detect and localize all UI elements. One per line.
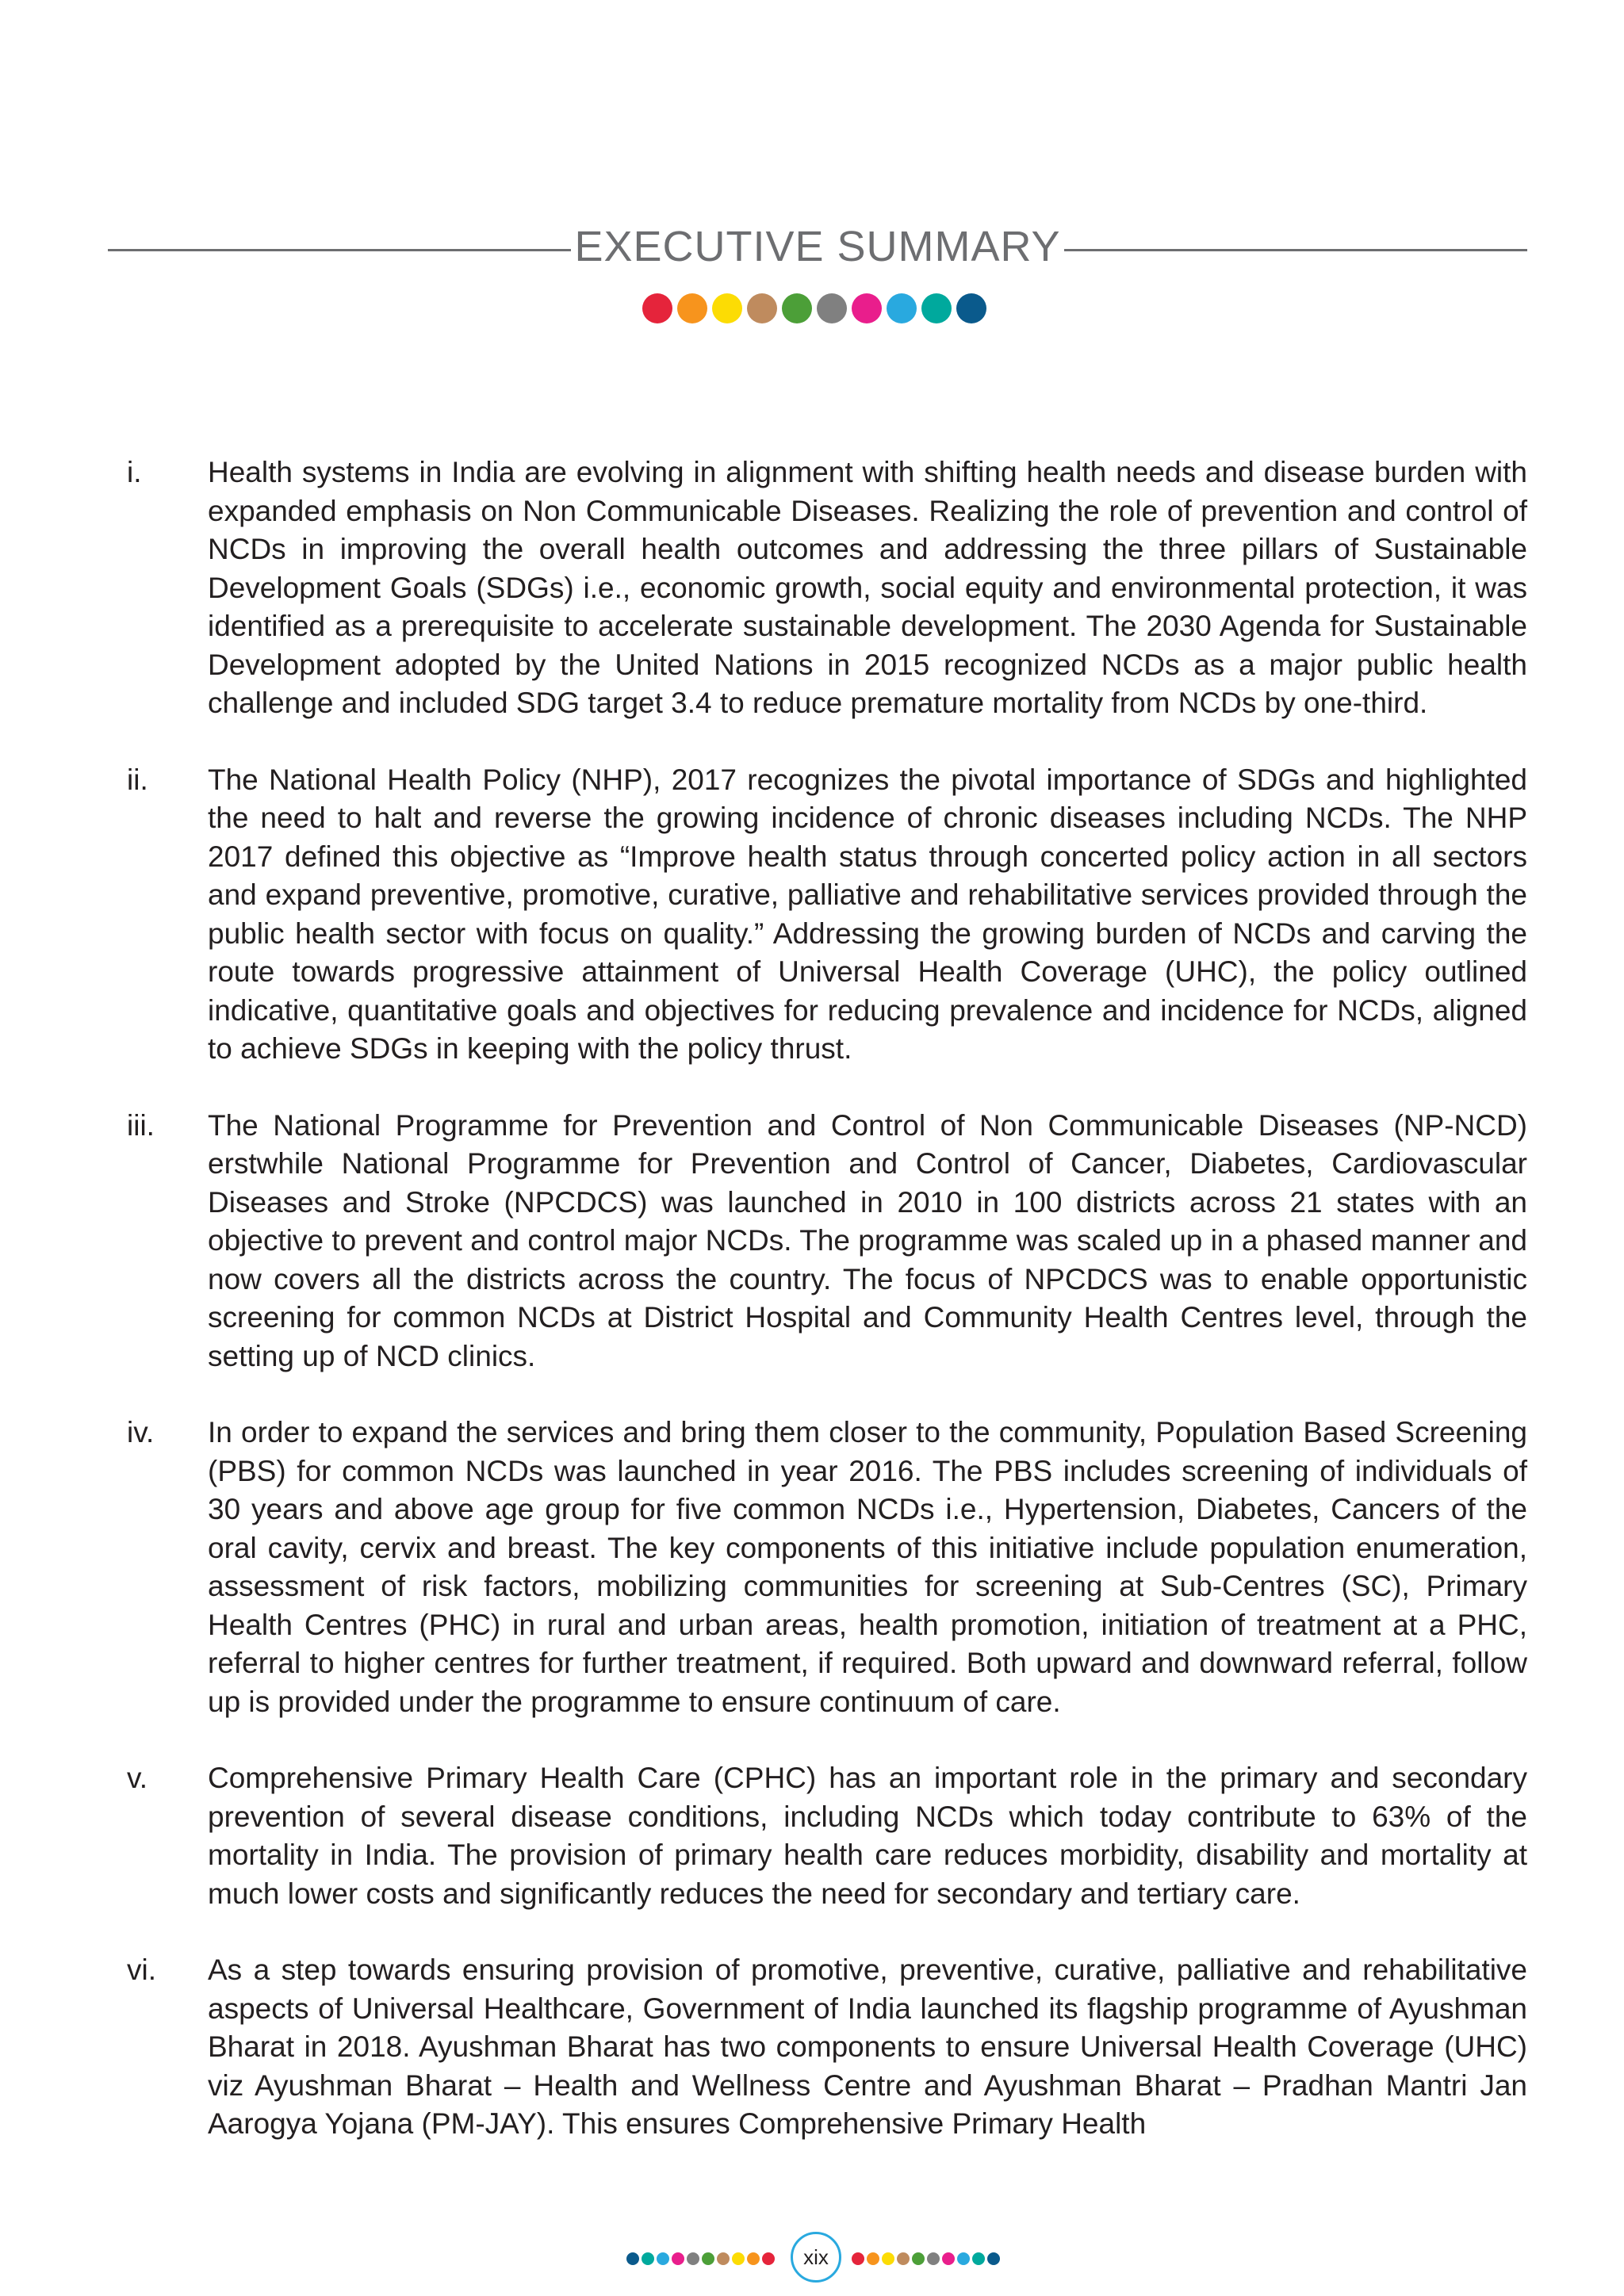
color-dot: [972, 2252, 985, 2265]
color-dot: [852, 2252, 864, 2265]
color-dot: [852, 293, 882, 323]
list-item-number: ii.: [127, 763, 148, 796]
color-dot: [702, 2252, 714, 2265]
color-dot: [942, 2252, 955, 2265]
color-dot: [712, 293, 742, 323]
color-dot: [927, 2252, 940, 2265]
color-dot: [782, 293, 812, 323]
footer-dots-left: [626, 2252, 775, 2265]
color-dot: [672, 2252, 684, 2265]
list-item-text: In order to expand the services and bring them closer to the community, Population Based Screening (PBS) for common NCDs was launched in year 2016. The PBS includes screening of individuals of 30 years and above age group for five common NCDs i.e., Hypertension, Diabetes, Cancers of the oral cavity, cervix and breast. The key components of this initiative include population enumeration, assessment of risk factors, mobilizing communities for screening at Sub-Centres (SC), Primary Health Centres (PHC) in rural and urban areas, health promotion, initiation of treatment at a PHC, referral to higher centres for further treatment, if required. Both upward and downward referral, follow up is provided under the programme to ensure continuum of care.: [208, 1416, 1527, 1718]
page-title: EXECUTIVE SUMMARY: [574, 223, 1061, 270]
color-dot: [956, 293, 986, 323]
list-item: [127, 761, 1527, 1069]
list-item-number: i.: [127, 456, 142, 488]
color-dot: [642, 293, 672, 323]
list-item: [127, 453, 1527, 723]
color-dot: [887, 293, 917, 323]
list-item-text: Comprehensive Primary Health Care (CPHC) has an important role in the primary and secondary prevention of several disease conditions, including NCDs which today contribute to 63% of the mortality in India. The provision of primary health care reduces morbidity, disability and mortality at much lower costs and significantly reduces the need for secondary and tertiary care.: [208, 1762, 1527, 1910]
color-dot: [882, 2252, 894, 2265]
color-dot: [747, 293, 777, 323]
list-item-text: The National Health Policy (NHP), 2017 recognizes the pivotal importance of SDGs and highlighted the need to halt and reverse the growing incidence of chronic diseases including NCDs. The NHP 2017 defined this objective as “Improve health status through concerted policy action in all sectors and expand preventive, promotive, curative, palliative and rehabilitative services provided through the public health sector with focus on quality.” Addressing the growing burden of NCDs and carving the route towards progressive attainment of Universal Health Coverage (UHC), the policy outlined indicative, quantitative goals and objectives for reducing prevalence and incidence for NCDs, aligned to achieve SDGs in keeping with the policy thrust.: [208, 763, 1527, 1065]
color-dot: [642, 2252, 654, 2265]
color-dot: [867, 2252, 879, 2265]
list-item: [127, 1951, 1527, 2144]
color-dot: [897, 2252, 910, 2265]
color-dot: [762, 2252, 775, 2265]
list-item-number: vi.: [127, 1954, 156, 1986]
color-dot: [921, 293, 952, 323]
list-item-number: iv.: [127, 1416, 155, 1448]
sdg-color-dots: [642, 293, 986, 323]
color-dot: [817, 293, 847, 323]
summary-list: [127, 453, 1527, 2182]
color-dot: [717, 2252, 730, 2265]
page-footer: [0, 2232, 1624, 2289]
list-item: [127, 1107, 1527, 1376]
color-dot: [626, 2252, 639, 2265]
color-dot: [912, 2252, 925, 2265]
page-number: xix: [791, 2232, 841, 2283]
header-rule-right: [1064, 249, 1527, 251]
footer-dots-right: [852, 2252, 1000, 2265]
color-dot: [677, 293, 707, 323]
list-item-text: Health systems in India are evolving in alignment with shifting health needs and disease burden with expanded emphasis on Non Communicable Diseases. Realizing the role of prevention and control of NCDs in improving the overall health outcomes and addressing the three pillars of Sustainable Development Goals (SDGs) i.e., economic growth, social equity and environmental protection, it was identified as a prerequisite to accelerate sustainable development. The 2030 Agenda for Sustainable Development adopted by the United Nations in 2015 recognized NCDs as a major public health challenge and included SDG target 3.4 to reduce premature mortality from NCDs by one-third.: [208, 456, 1527, 719]
list-item-text: As a step towards ensuring provision of promotive, preventive, curative, palliative and rehabilitative aspects of Universal Healthcare, Government of India launched its flagship programme of Ayushman Bharat in 2018. Ayushman Bharat has two components to ensure Universal Health Coverage (UHC) viz Ayushman Bharat – Health and Wellness Centre and Ayushman Bharat – Pradhan Mantri Jan Aarogya Yojana (PM-JAY). This ensures Comprehensive Primary Health: [208, 1954, 1527, 2140]
list-item: [127, 1414, 1527, 1721]
color-dot: [987, 2252, 1000, 2265]
color-dot: [957, 2252, 970, 2265]
list-item-text: The National Programme for Prevention and Control of Non Communicable Diseases (NP-NCD) erstwhile National Programme for Prevention and Control of Cancer, Diabetes, Cardiovascular Diseases and Stroke (NPCDCS) was launched in 2010 in 100 districts across 21 states with an objective to prevent and control major NCDs. The programme was scaled up in a phased manner and now covers all the districts across the country. The focus of NPCDCS was to enable opportunistic screening for common NCDs at District Hospital and Community Health Centres level, through the setting up of NCD clinics.: [208, 1108, 1527, 1372]
color-dot: [687, 2252, 699, 2265]
list-item-number: iii.: [127, 1108, 155, 1142]
color-dot: [732, 2252, 745, 2265]
color-dot: [657, 2252, 669, 2265]
section-header: [108, 219, 1527, 274]
list-item: [127, 1759, 1527, 1913]
color-dot: [747, 2252, 760, 2265]
list-item-number: v.: [127, 1762, 148, 1794]
